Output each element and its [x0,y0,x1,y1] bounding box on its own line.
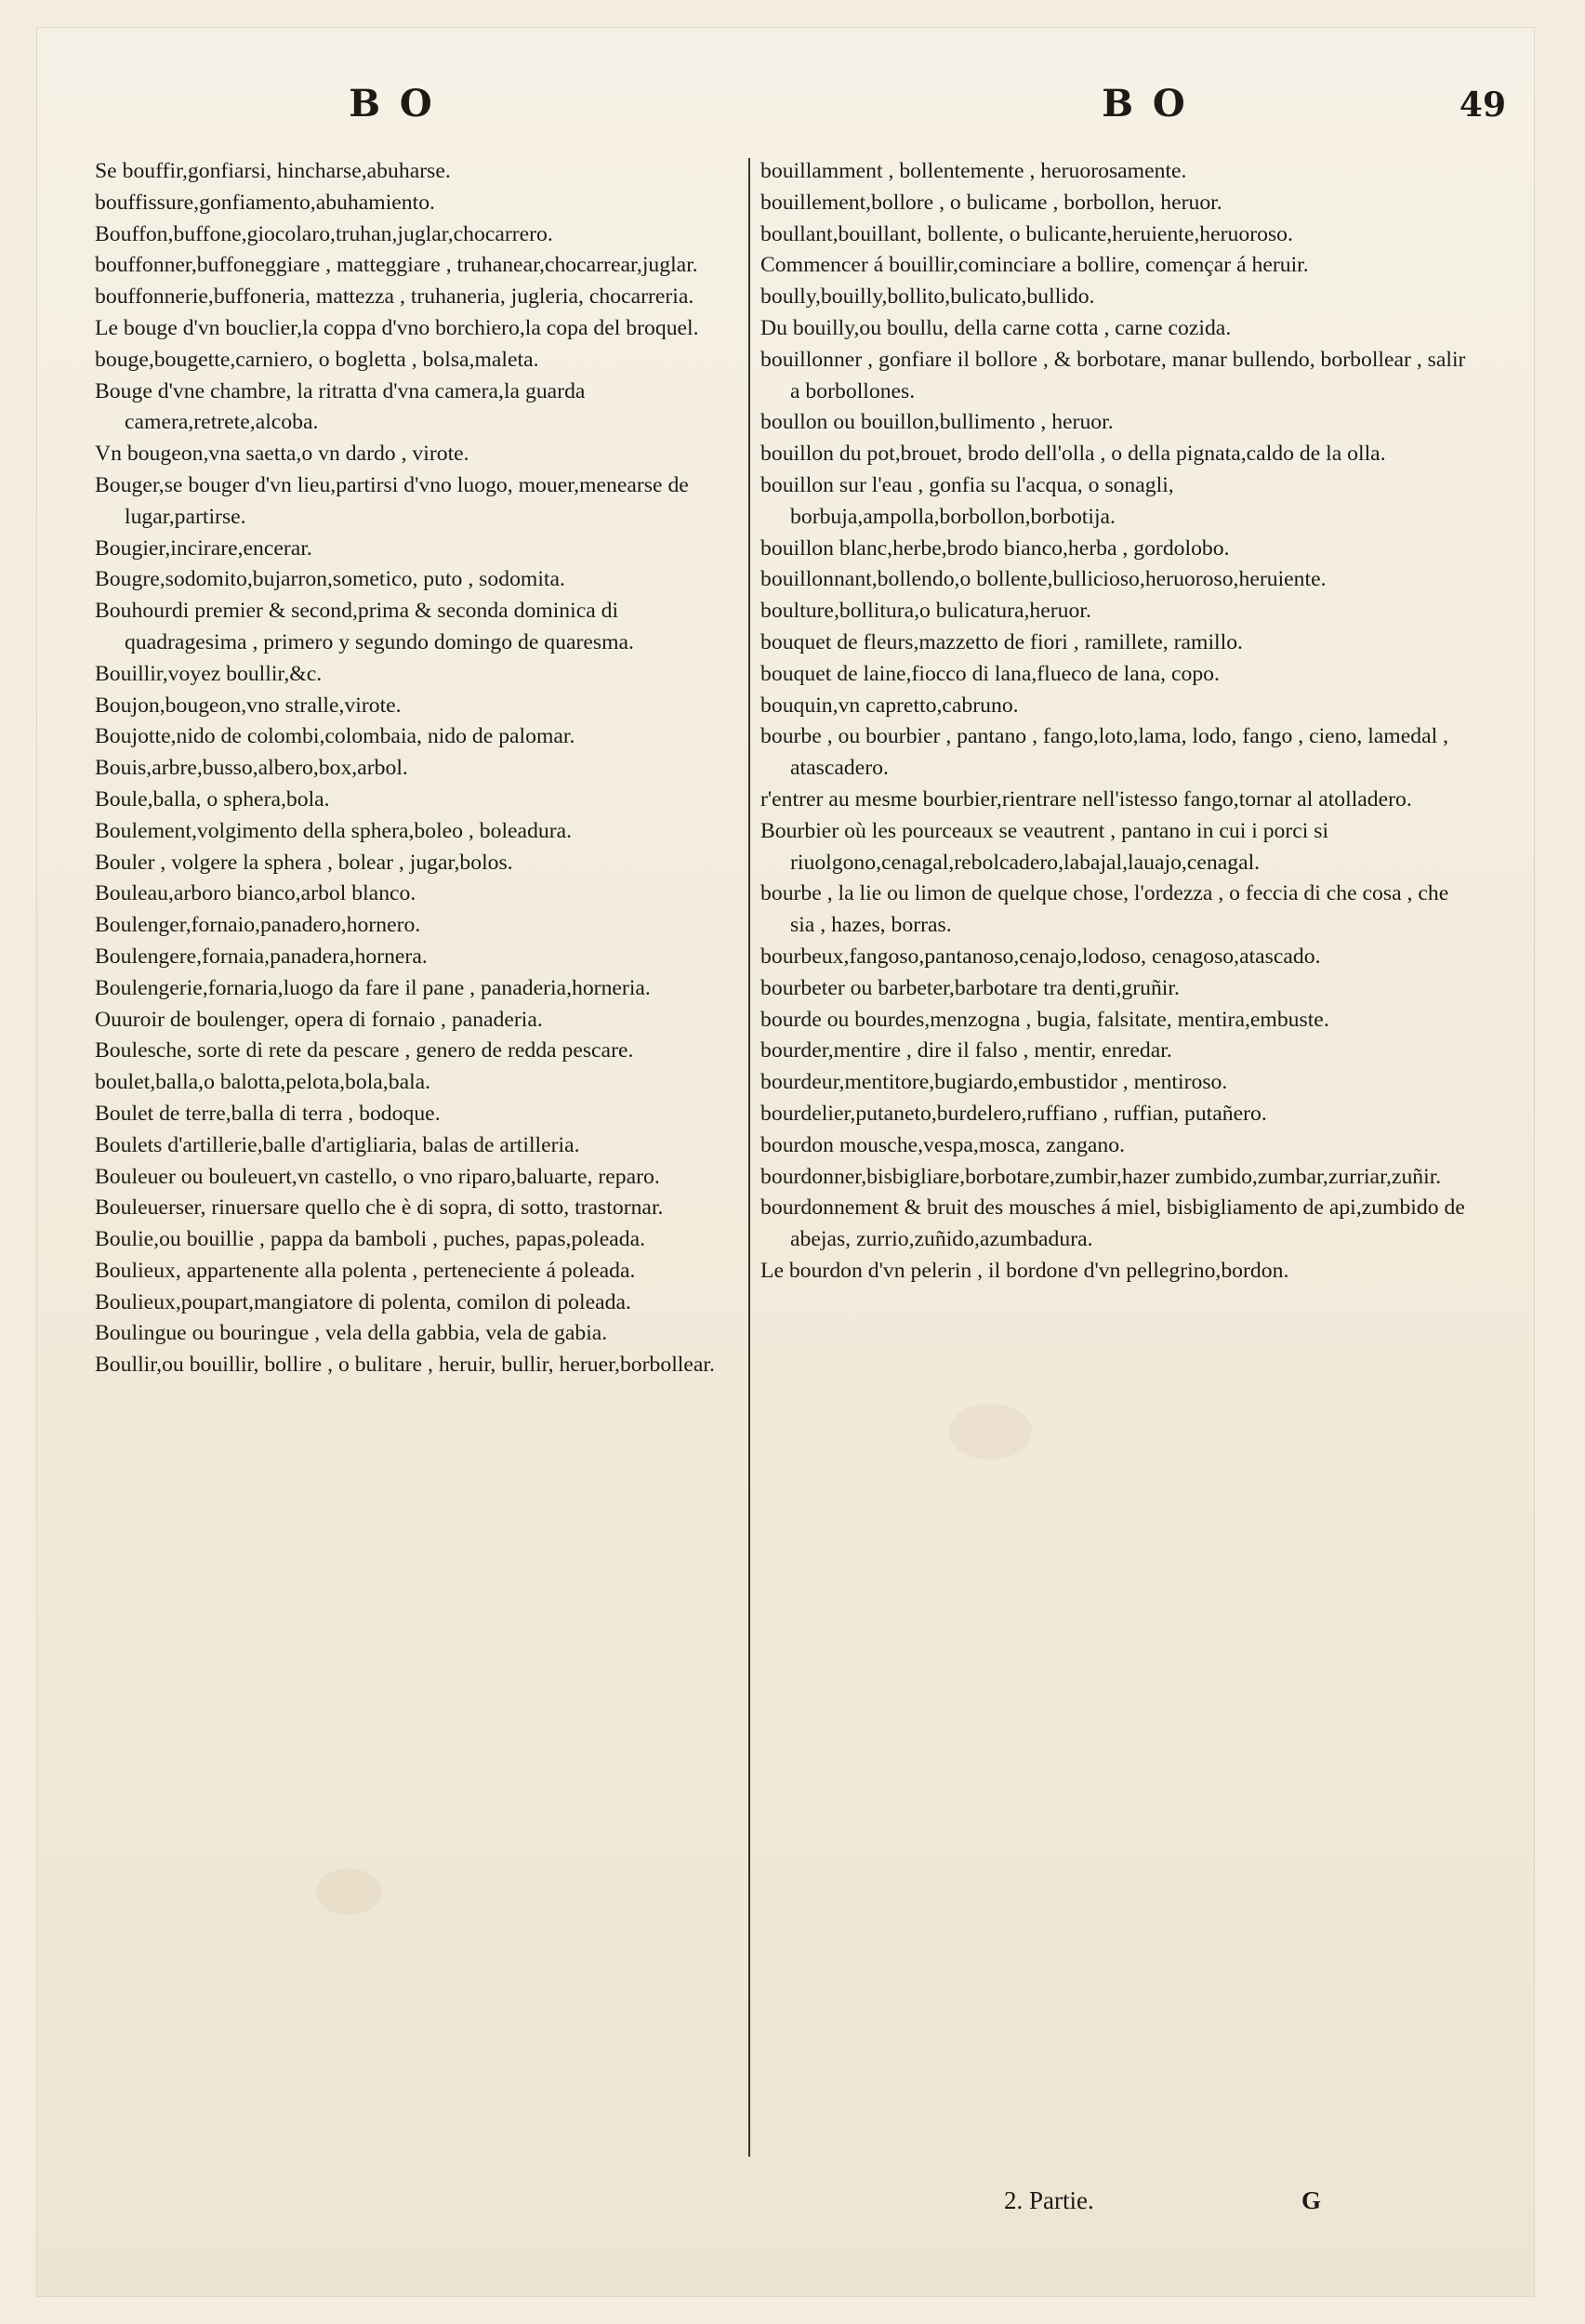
dictionary-entry: Boujon,bougeon,vno stralle,virote. [95,693,402,718]
dictionary-entry: Bouleuer ou bouleuert,vn castello, o vno riparo,baluarte, reparo. [95,1164,660,1189]
dictionary-entry: bourde ou bourdes,menzogna , bugia, falsitate, mentira,embuste. [760,1007,1329,1032]
dictionary-entry: Se bouffir,gonfiarsi, hincharse,abuharse. [95,159,451,183]
dictionary-entry: Boullir,ou bouillir, bollire , o bulitare , heruir, bullir, heruer,borbollear. [95,1353,715,1378]
dictionary-entry: bouquet de laine,fiocco di lana,flueco de lana, copo. [760,661,1220,686]
dictionary-entry: bourdeur,mentitore,bugiardo,embustidor , mentiroso. [760,1070,1228,1095]
dictionary-entry: Le bouge d'vn bouclier,la coppa d'vno borchiero,la copa del broquel. [95,315,699,340]
dictionary-entry: bourbe , ou bourbier , pantano , fango,loto,lama, lodo, fango , cieno, lamedal , atascadero. [760,724,1449,781]
dictionary-entry: Boulengerie,fornaria,luogo da fare il pane , panaderia,horneria. [95,975,651,1000]
left-column [95,156,746,2164]
dictionary-entry: Bouillir,voyez boullir,&c. [95,661,323,686]
dictionary-entry: Ouuroir de boulenger, opera di fornaio , panaderia. [95,1007,543,1032]
dictionary-entry: bouffissure,gonfiamento,abuhamiento. [95,190,435,215]
column-divider [748,158,750,2157]
dictionary-entry: bouillamment , bollentemente , heruorosamente. [760,159,1187,183]
dictionary-entry: bourdelier,putaneto,burdelero,ruffiano , ruffian, putañero. [760,1101,1267,1126]
dictionary-entry: Bouler , volgere la sphera , bolear , jugar,bolos. [95,850,513,875]
dictionary-entry: bourdonnement & bruit des mousches á miel, bisbigliamento de api,zumbido de abejas, zurrio,zuñido,azumbadura. [760,1195,1465,1252]
dictionary-entry: boulture,bollitura,o bulicatura,heruor. [760,599,1091,624]
dictionary-entry: Boulets d'artillerie,balle d'artigliaria, balas de artilleria. [95,1132,580,1157]
dictionary-entry: Boulesche, sorte di rete da pescare , genero de redda pescare. [95,1038,634,1063]
dictionary-entry: Bouhourdi premier & second,prima & seconda dominica di quadragesima , primero y segundo domingo de quaresma. [95,599,634,654]
dictionary-entry: Boule,balla, o sphera,bola. [95,786,330,812]
dictionary-entry: Boulieux,poupart,mangiatore di polenta, comilon di poleada. [95,1289,631,1314]
dictionary-entry: bouquet de fleurs,mazzetto de fiori , ramillete, ramillo. [760,629,1243,654]
dictionary-entry: Le bourdon d'vn pelerin , il bordone d'vn pellegrino,bordon. [760,1258,1289,1283]
dictionary-entry: Vn bougeon,vna saetta,o vn dardo , virote. [95,442,469,467]
dictionary-entry: Boujotte,nido de colombi,colombaia, nido de palomar. [95,724,575,749]
dictionary-entry: Commencer á bouillir,cominciare a bollire, començar á heruir. [760,253,1309,278]
dictionary-entry: bouge,bougette,carniero, o bogletta , bolsa,maleta. [95,347,539,372]
dictionary-entry: boully,bouilly,bollito,bulicato,bullido. [760,284,1095,310]
dictionary-entry: Bouger,se bouger d'vn lieu,partirsi d'vno luogo, mouer,menearse de lugar,partirse. [95,472,689,529]
dictionary-entry: bourdonner,bisbigliare,borbotare,zumbir,hazer zumbido,zumbar,zurriar,zuñir. [760,1164,1442,1189]
part-label: 2. Partie. [1004,2186,1094,2214]
dictionary-entry: bouillon du pot,brouet, brodo dell'olla , o della pignata,caldo de la olla. [760,442,1386,467]
header-right: BO [1102,82,1204,125]
dictionary-entry: bourdon mousche,vespa,mosca, zangano. [760,1132,1126,1157]
dictionary-entry: bouquin,vn capretto,cabruno. [760,693,1019,718]
dictionary-entry: bouillonnant,bollendo,o bollente,bullicioso,heruoroso,heruiente. [760,567,1327,592]
dictionary-entry: bourbe , la lie ou limon de quelque chose, l'ordezza , o feccia di che cosa , che sia , hazes, borras. [760,881,1449,938]
dictionary-entry: Bouleau,arboro bianco,arbol blanco. [95,881,416,906]
dictionary-entry: Bouis,arbre,busso,albero,box,arbol. [95,756,408,781]
running-header [37,82,1534,138]
page-footer [1004,2186,1394,2215]
dictionary-entry: bourder,mentire , dire il falso , mentir, enredar. [760,1038,1172,1063]
dictionary-entry: Boulieux, appartenente alla polenta , perteneciente á poleada. [95,1258,636,1283]
dictionary-entry: Bouleuerser, rinuersare quello che è di sopra, di sotto, trastornar. [95,1195,664,1221]
dictionary-entry: Boulenger,fornaio,panadero,hornero. [95,913,421,938]
dictionary-entry: bourbeux,fangoso,pantanoso,cenajo,lodoso, cenagoso,atascado. [760,944,1321,969]
dictionary-entry: Boulet de terre,balla di terra , bodoque. [95,1101,441,1126]
dictionary-entry: boulet,balla,o balotta,pelota,bola,bala. [95,1070,431,1095]
dictionary-entry: bouffonnerie,buffoneria, mattezza , truhaneria, jugleria, chocarreria. [95,284,694,310]
dictionary-entry: bourbeter ou barbeter,barbotare tra denti,gruñir. [760,975,1180,1000]
right-column [760,156,1476,2164]
dictionary-entry: boullant,bouillant, bollente, o bulicante,heruiente,heruoroso. [760,221,1293,246]
dictionary-entry: Bouffon,buffone,giocolaro,truhan,juglar,chocarrero. [95,221,553,246]
dictionary-entry: boullon ou bouillon,bullimento , heruor. [760,410,1114,435]
dictionary-entry: Boulengere,fornaia,panadera,hornera. [95,944,428,969]
dictionary-entry: bouillon blanc,herbe,brodo bianco,herba , gordolobo. [760,535,1230,561]
page-number: 49 [1459,86,1506,125]
dictionary-page [37,28,1534,2296]
dictionary-entry: Du bouilly,ou boullu, della carne cotta , carne cozida. [760,315,1232,340]
dictionary-entry: bouillement,bollore , o bulicame , borbollon, heruor. [760,190,1222,215]
dictionary-entry: Boulingue ou bouringue , vela della gabbia, vela de gabia. [95,1321,608,1346]
signature-mark: G [1301,2186,1322,2214]
dictionary-entry: Bougre,sodomito,bujarron,sometico, puto , sodomita. [95,567,565,592]
header-left: BO [349,82,451,125]
dictionary-entry: bouillonner , gonfiare il bollore , & borbotare, manar bullendo, borbollear , salir a borbollones. [760,347,1466,403]
dictionary-entry: Bouge d'vne chambre, la ritratta d'vna camera,la guarda camera,retrete,alcoba. [95,378,586,435]
dictionary-entry: Boulement,volgimento della sphera,boleo , boleadura. [95,818,573,843]
dictionary-entry: bouillon sur l'eau , gonfia su l'acqua, o sonagli, borbuja,ampolla,borbollon,borbotija. [760,472,1174,529]
dictionary-entry: r'entrer au mesme bourbier,rientrare nell'istesso fango,tornar al atolladero. [760,786,1412,812]
dictionary-entry: Bourbier où les pourceaux se veautrent , pantano in cui i porci si riuolgono,cenagal,rebolcadero,labajal,lauajo,cenagal. [760,818,1329,875]
dictionary-entry: Boulie,ou bouillie , pappa da bamboli , puches, papas,poleada. [95,1227,646,1252]
dictionary-entry: Bougier,incirare,encerar. [95,535,312,561]
dictionary-entry: bouffonner,buffoneggiare , matteggiare , truhanear,chocarrear,juglar. [95,253,698,278]
